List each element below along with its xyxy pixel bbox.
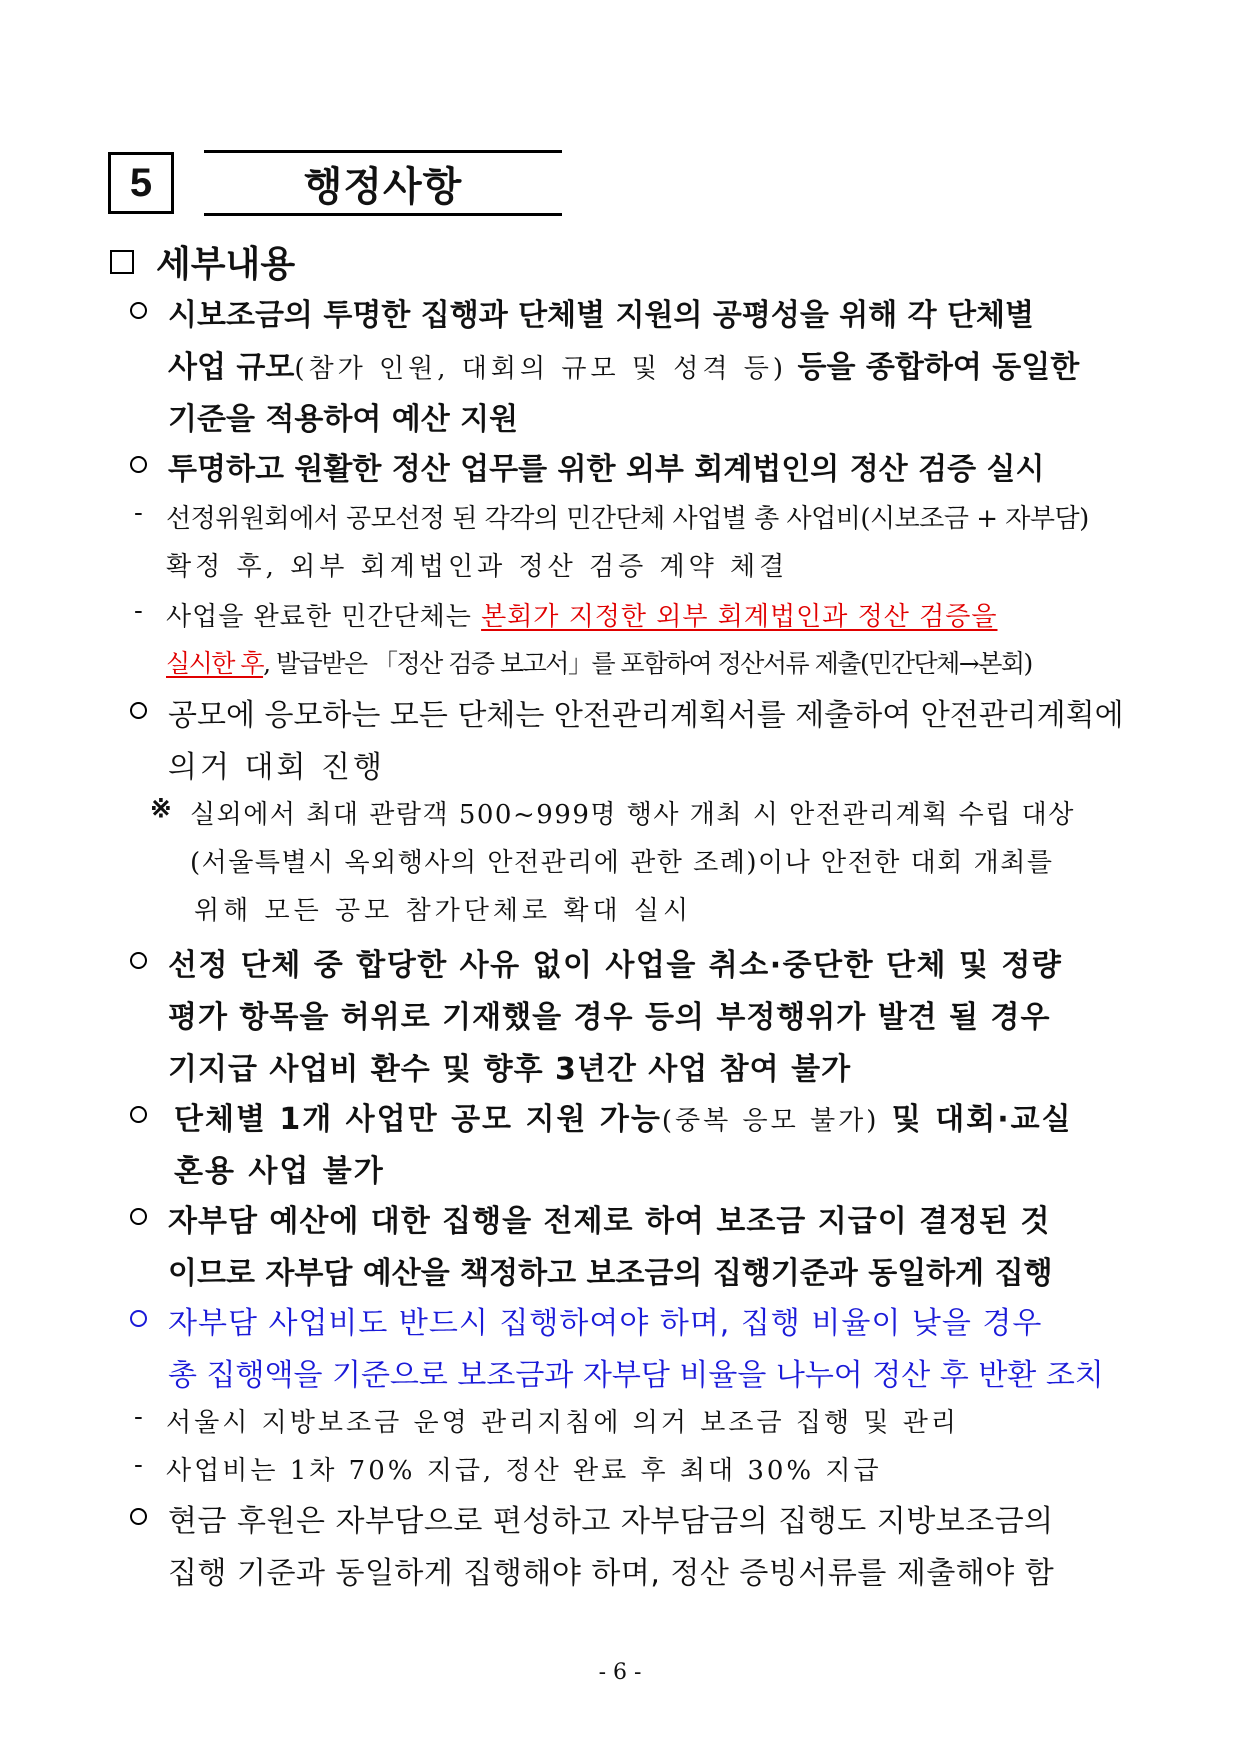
- circle-bullet-icon: [130, 456, 147, 473]
- note-line: 실외에서 최대 관람객 500~999명 행사 개최 시 안전관리계획 수립 대상: [190, 800, 1075, 830]
- circle-bullet-icon: [130, 1310, 147, 1327]
- circle-bullet-icon: [130, 1106, 147, 1123]
- bullet-line: 시보조금의 투명한 집행과 단체별 지원의 공평성을 위해 각 단체별: [168, 298, 1035, 333]
- note-marker: ※: [150, 794, 172, 824]
- bullet-line: 기지급 사업비 환수 및 향후 3년간 사업 참여 불가: [168, 1052, 852, 1087]
- dash-marker: -: [134, 596, 143, 626]
- dash-marker: -: [134, 1402, 143, 1432]
- checkbox-square-icon: [110, 250, 134, 274]
- section-number: 5: [108, 152, 174, 214]
- detail-line: 사업비는 1차 70% 지급, 정산 완료 후 최대 30% 지급: [166, 1456, 882, 1486]
- highlight-red-text: 본회가 지정한 외부 회계법인과 정산 검증을: [481, 602, 998, 632]
- bullet-line: 현금 후원은 자부담으로 편성하고 자부담금의 집행도 지방보조금의: [168, 1504, 1054, 1539]
- detail-line: 선정위원회에서 공모선정 된 각각의 민간단체 사업별 총 사업비(시보조금 + 자부담): [166, 504, 1089, 534]
- bullet-line: 자부담 사업비도 반드시 집행하여야 하며, 집행 비율이 낮을 경우: [168, 1306, 1043, 1341]
- bullet-line: 단체별 1개 사업만 공모 지원 가능(중복 응모 불가) 및 대회·교실: [174, 1102, 1073, 1137]
- dash-marker: -: [134, 1450, 143, 1480]
- circle-bullet-icon: [130, 1508, 147, 1525]
- bullet-line: 공모에 응모하는 모든 단체는 안전관리계획서를 제출하여 안전관리계획에: [168, 698, 1124, 733]
- circle-bullet-icon: [130, 952, 147, 969]
- detail-line: 확정 후, 외부 회계법인과 정산 검증 계약 체결: [166, 552, 789, 582]
- bullet-line: 평가 항목을 허위로 기재했을 경우 등의 부정행위가 발견 될 경우: [168, 1000, 1051, 1035]
- section-title: 행정사항: [204, 150, 562, 216]
- detail-line: 실시한 후, 발급받은 「정산 검증 보고서」를 포함하여 정산서류 제출(민간단체→본회): [166, 649, 1032, 678]
- bullet-line: 총 집행액을 기준으로 보조금과 자부담 비율을 나누어 정산 후 반환 조치: [168, 1358, 1104, 1393]
- bullet-line: 집행 기준과 동일하게 집행해야 하며, 정산 증빙서류를 제출해야 함: [168, 1556, 1055, 1591]
- bullet-line: 이므로 자부담 예산을 책정하고 보조금의 집행기준과 동일하게 집행: [168, 1256, 1053, 1291]
- bullet-line: 자부담 예산에 대한 집행을 전제로 하여 보조금 지급이 결정된 것: [168, 1204, 1051, 1239]
- bullet-line: 의거 대회 진행: [168, 750, 385, 785]
- circle-bullet-icon: [130, 702, 147, 719]
- bullet-line: 혼용 사업 불가: [174, 1154, 385, 1189]
- detail-line: 서울시 지방보조금 운영 관리지침에 의거 보조금 집행 및 관리: [166, 1408, 960, 1438]
- circle-bullet-icon: [130, 1208, 147, 1225]
- bullet-line: 선정 단체 중 합당한 사유 없이 사업을 취소·중단한 단체 및 정량: [168, 948, 1063, 983]
- bullet-line: 투명하고 원활한 정산 업무를 위한 외부 회계법인의 정산 검증 실시: [168, 452, 1045, 487]
- detail-line: 사업을 완료한 민간단체는 본회가 지정한 외부 회계법인과 정산 검증을: [166, 602, 998, 632]
- bullet-line: 사업 규모(참가 인원, 대회의 규모 및 성격 등) 등을 종합하여 동일한: [168, 350, 1080, 385]
- dash-marker: -: [134, 498, 143, 528]
- circle-bullet-icon: [130, 302, 147, 319]
- page-number: - 6 -: [598, 1660, 642, 1685]
- subheading: 세부내용: [110, 236, 295, 287]
- note-line: (서울특별시 옥외행사의 안전관리에 관한 조례)이나 안전한 대회 개최를: [190, 848, 1054, 878]
- highlight-red-text: 실시한 후: [166, 649, 264, 678]
- bullet-line: 기준을 적용하여 예산 지원: [168, 402, 519, 437]
- note-line: 위해 모든 공모 참가단체로 확대 실시: [194, 896, 693, 926]
